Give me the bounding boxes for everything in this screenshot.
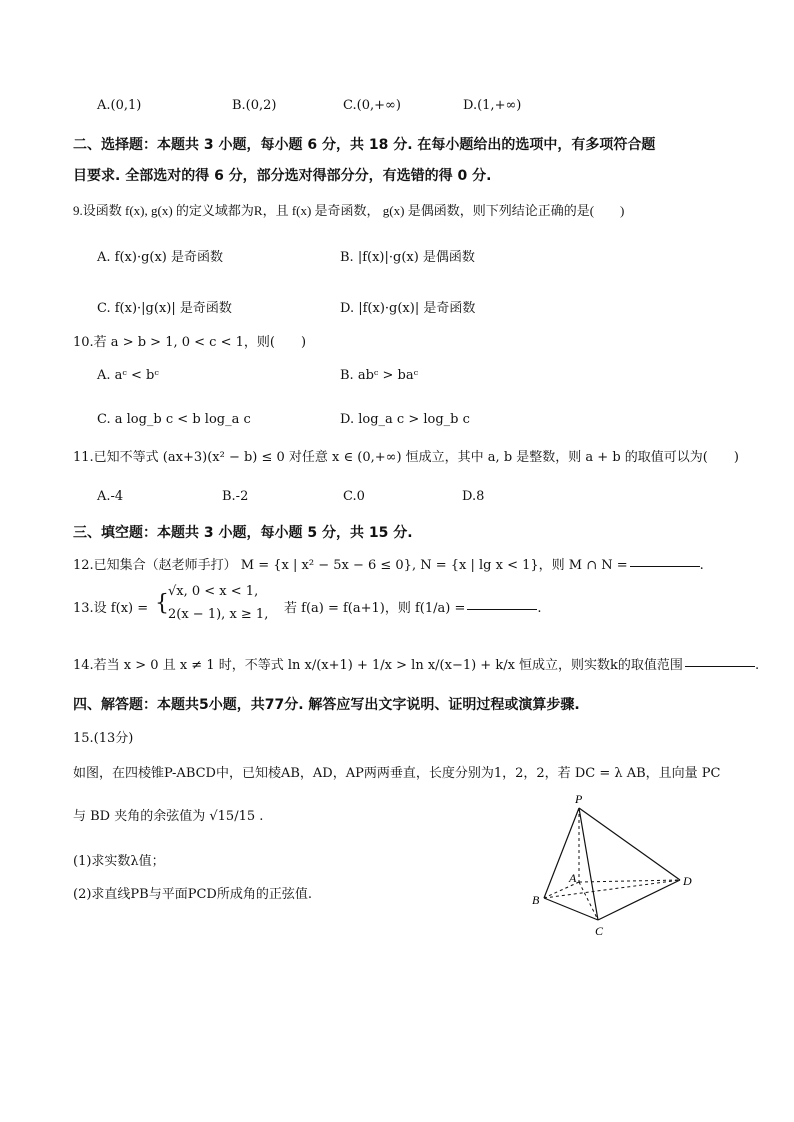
q10-option-a: A. aᶜ < bᶜ (97, 368, 159, 383)
q11-option-a: A.-4 (97, 489, 124, 504)
q13-question (73, 597, 148, 616)
q8-option-d: D.(1,+∞) (463, 98, 522, 113)
q13-case1: √x, 0 < x < 1, (168, 584, 259, 599)
q9-option-d: D. |f(x)·g(x)| 是奇函数 (340, 301, 476, 316)
q11-option-c: C.0 (343, 489, 365, 504)
edge-pc (579, 808, 598, 920)
q9-option-b: B. |f(x)|·g(x) 是偶函数 (340, 250, 475, 265)
q13-question-tail: 若 f(a) = f(a+1)，则 f(1/a) = . (284, 601, 542, 616)
edge-bd (544, 880, 680, 898)
q11-question: 11.已知不等式 (ax+3)(x² − b) ≤ 0 对任意 x ∈ (0,+∞) 恒成立，其中 a, b 是整数，则 a + b 的取值可以为( ) (73, 450, 739, 465)
q13-brace: { (155, 591, 169, 616)
q15-part2: (2)求直线PB与平面PCD所成角的正弦值. (73, 887, 312, 902)
q10-option-c: C. a log_b c < b log_a c (97, 412, 251, 427)
edge-pd (579, 808, 680, 880)
section4-heading: 四、解答题：本题共5小题，共77分. 解答应写出文字说明、证明过程或演算步骤. (73, 697, 580, 713)
q11-option-d: D.8 (462, 489, 485, 504)
section3-heading: 三、填空题：本题共 3 小题，每小题 5 分，共 15 分. (73, 525, 413, 541)
q12-text: 12.已知集合（赵老师手打） M = {x | x² − 5x − 6 ≤ 0}, N = {x | lg x < 1}，则 M ∩ N = (73, 558, 628, 573)
q10-option-d: D. log_a c > log_b c (340, 412, 470, 427)
q12-question: 12.已知集合（赵老师手打） M = {x | x² − 5x − 6 ≤ 0}, N = {x | lg x < 1}，则 M ∩ N = . (73, 558, 704, 573)
q9-option-a: A. f(x)·g(x) 是奇函数 (97, 250, 224, 265)
section2-heading-line2: 目要求. 全部选对的得 6 分，部分选对得部分分，有选错的得 0 分. (73, 168, 492, 184)
q15-body-line1: 如图，在四棱锥P-ABCD中，已知棱AB，AD，AP两两垂直，长度分别为1，2，2，若 DC = λ AB，且向量 PC (73, 766, 721, 781)
q15-body-line2: 与 BD 夹角的余弦值为 √15/15 . (73, 809, 264, 824)
q15-label: 15.(13分) (73, 731, 134, 746)
q9-option-c: C. f(x)·|g(x)| 是奇函数 (97, 301, 232, 316)
q14-answer-blank[interactable] (685, 665, 755, 667)
q14-text: 14.若当 x > 0 且 x ≠ 1 时，不等式 ln x/(x+1) + 1/x > ln x/(x−1) + k/x 恒成立，则实数k的取值范围 (73, 658, 683, 673)
q11-option-b: B.-2 (222, 489, 249, 504)
q13-text-prefix: 13.设 f(x) = (73, 601, 149, 616)
pyramid-figure (532, 790, 702, 940)
q10-option-b: B. abᶜ > baᶜ (340, 368, 419, 383)
edge-cd (598, 880, 680, 920)
q13-text-suffix: 若 f(a) = f(a+1)，则 f(1/a) = (284, 601, 466, 616)
q13-case2: 2(x − 1), x ≥ 1, (168, 607, 269, 622)
edge-bc (544, 898, 598, 920)
label-a: A (569, 871, 577, 885)
q14-question: 14.若当 x > 0 且 x ≠ 1 时，不等式 ln x/(x+1) + 1/x > ln x/(x−1) + k/x 恒成立，则实数k的取值范围 . (73, 658, 760, 673)
q13-answer-blank[interactable] (467, 608, 537, 610)
label-c: C (595, 924, 604, 938)
q8-option-c: C.(0,+∞) (343, 98, 401, 113)
section2-heading-line1: 二、选择题：本题共 3 小题，每小题 6 分，共 18 分. 在每小题给出的选项中，有多项符合题 (73, 137, 656, 153)
label-p: P (575, 792, 583, 806)
q9-question: 9.设函数 f(x), g(x) 的定义域都为R，且 f(x) 是奇函数， g(x) 是偶函数，则下列结论正确的是( ) (73, 203, 625, 218)
q15-part1: (1)求实数λ值； (73, 854, 165, 869)
q8-option-a: A.(0,1) (97, 98, 142, 113)
label-d: D (683, 874, 692, 888)
label-b: B (532, 893, 540, 907)
q10-question: 10.若 a > b > 1, 0 < c < 1，则( ) (73, 335, 307, 350)
q12-answer-blank[interactable] (630, 565, 700, 567)
q8-option-b: B.(0,2) (232, 98, 277, 113)
